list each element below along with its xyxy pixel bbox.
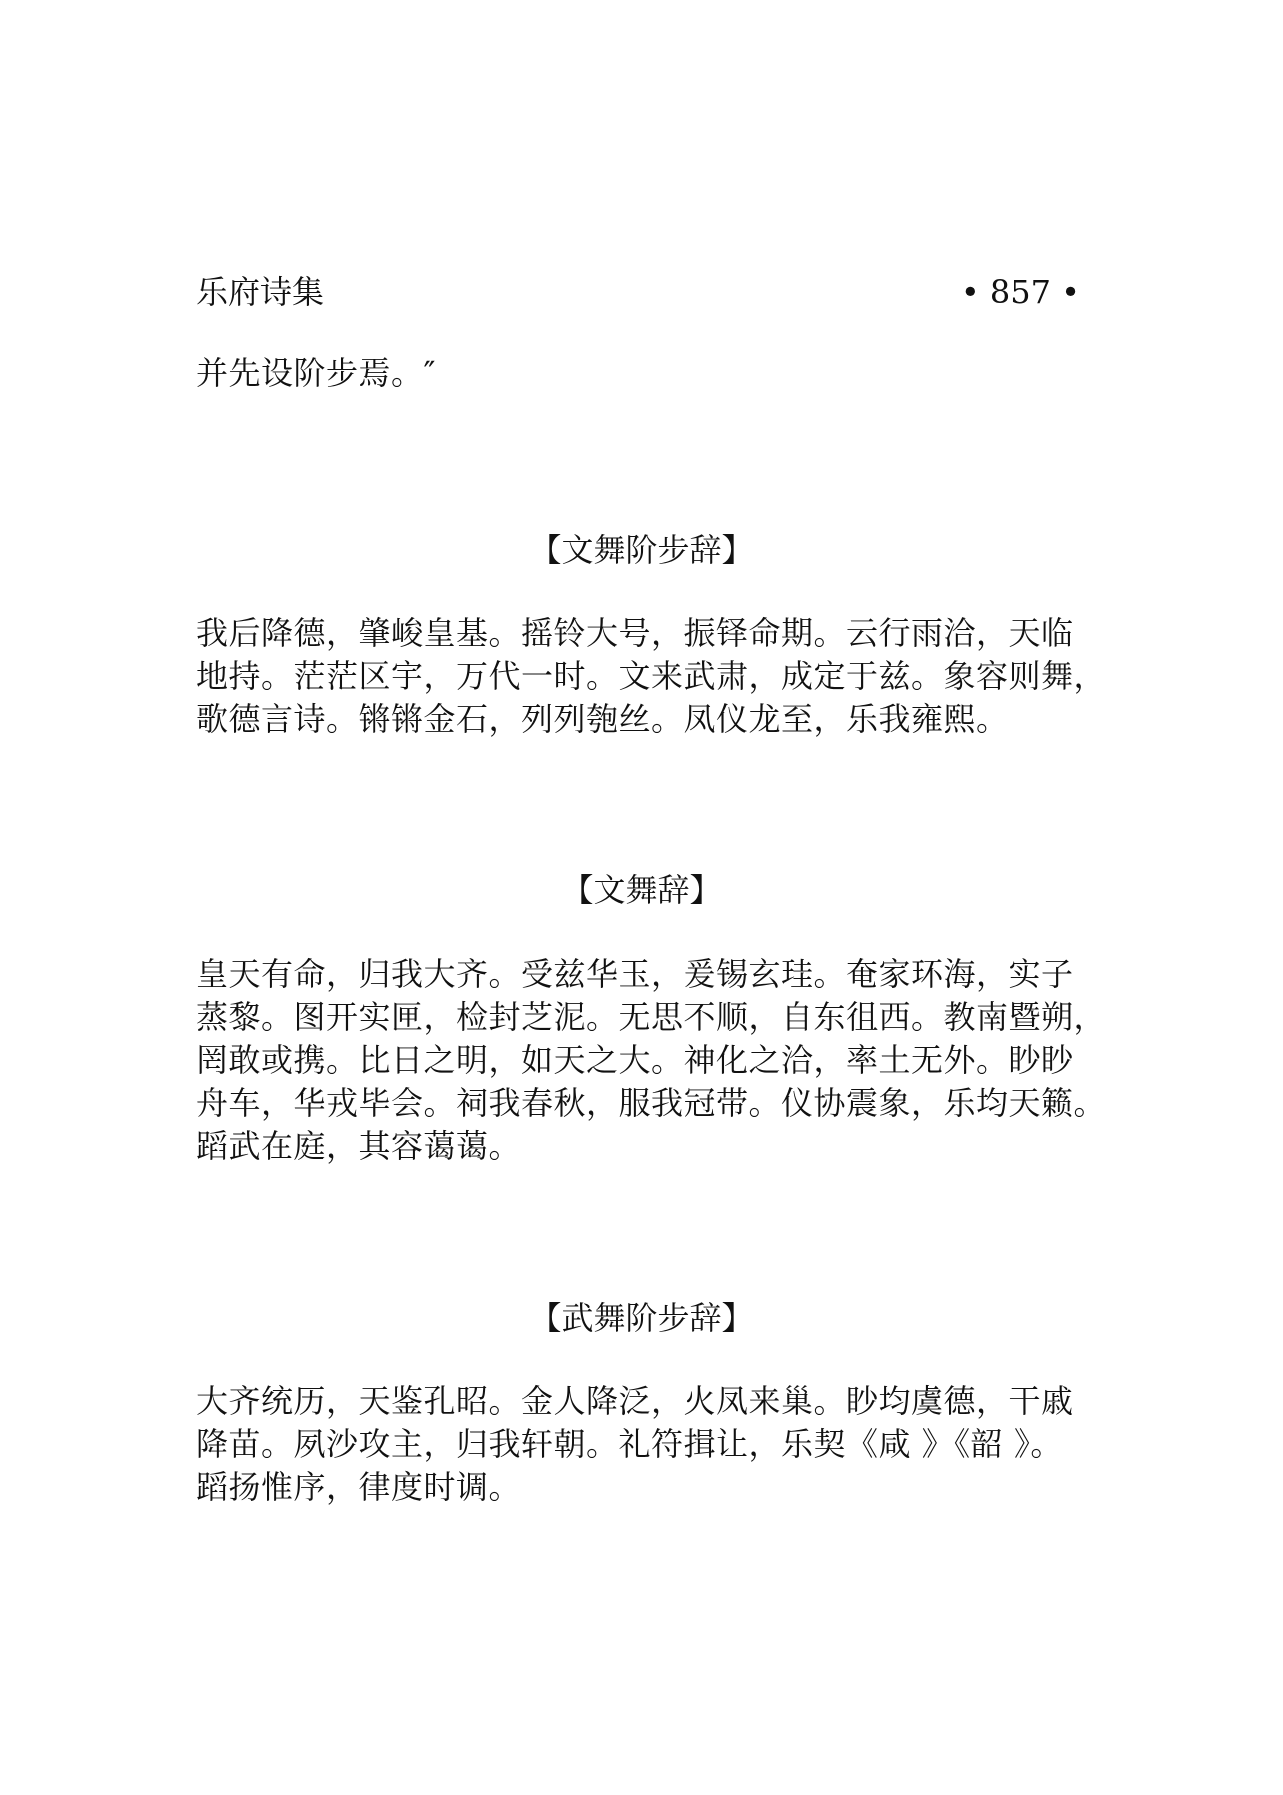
text-line: 大齐统历，天鉴孔昭。金人降泛，火凤来巢。眇均虞德，干戚 — [196, 1382, 1074, 1420]
text-line: 降苗。夙沙攻主，归我轩朝。礼符揖让，乐契《咸 》《韶 》。 — [196, 1425, 1063, 1463]
section-body-wuwu-jiebu — [196, 1380, 1126, 1509]
text-line: 蹈武在庭，其容蔼蔼。 — [196, 1127, 522, 1165]
text-line: 地持。茫茫区宇，万代一时。文来武肃，成定于兹。象容则舞， — [196, 657, 1107, 695]
text-line: 舟车，华戎毕会。祠我春秋，服我冠带。仪协震象，乐均天籁。 — [196, 1084, 1107, 1122]
text-line: 歌德言诗。锵锵金石，列列匏丝。凤仪龙至，乐我雍熙。 — [196, 700, 1009, 738]
text-line: 蹈扬惟序，律度时调。 — [196, 1468, 522, 1506]
section-body-wenwu-jiebu — [196, 612, 1126, 741]
page-number: • 857 • — [960, 273, 1080, 311]
text-line: 蒸黎。图开实匣，检封芝泥。无思不顺，自东徂西。教南暨朔， — [196, 998, 1107, 1036]
section-body-wenwu — [196, 953, 1126, 1168]
intro-paragraph — [196, 352, 1126, 395]
text-line: 并先设阶步焉。″ — [196, 354, 436, 392]
section-heading-wuwu-jiebu: 【武舞阶步辞】 — [529, 1299, 754, 1337]
section-heading-wenwu-jiebu: 【文舞阶步辞】 — [529, 531, 754, 569]
running-header-title: 乐府诗集 — [196, 273, 325, 311]
text-line: 皇天有命，归我大齐。受兹华玉，爰锡玄珪。奄家环海，实子 — [196, 955, 1074, 993]
text-line: 我后降德，肇峻皇基。摇铃大号，振铎命期。云行雨洽，天临 — [196, 614, 1074, 652]
section-heading-wenwu: 【文舞辞】 — [561, 871, 722, 909]
text-line: 罔敢或携。比日之明，如天之大。神化之洽，率土无外。眇眇 — [196, 1041, 1074, 1079]
